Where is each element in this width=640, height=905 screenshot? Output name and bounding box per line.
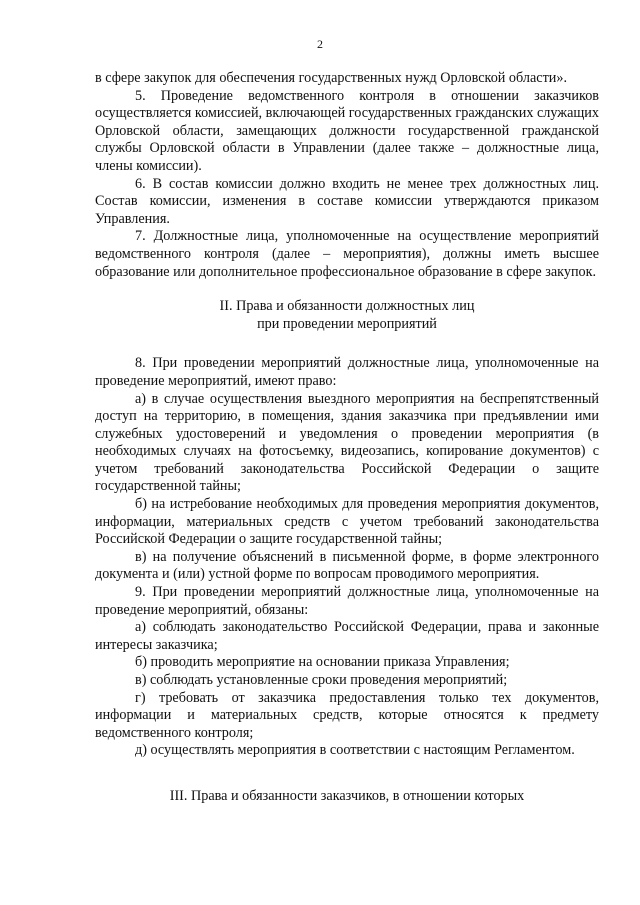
paragraph: 8. При проведении мероприятий должностные лица, уполномоченные на проведение мероприятий, имеют право:	[95, 355, 599, 389]
list-item: в) на получение объяснений в письменной форме, в форме электронного документа и (или) устной форме по вопросам проводимого мероприятия.	[95, 548, 599, 583]
list-item: а) в случае осуществления выездного мероприятия на беспрепятственный доступ на территорию, в помещения, здания заказчика при предъявлении ими служебных удостоверений и уведомления о проведении мероприятия (в необходимых случаях на фотосъемку, видеозапись, копирование документов) с учетом требований законодательства Российской Федерации о защите государственной тайны;	[95, 390, 599, 495]
document-body	[95, 70, 599, 806]
list-item: а) соблюдать законодательство Российской Федерации, права и законные интересы заказчика;	[95, 619, 599, 653]
list-item: г) требовать от заказчика предоставления только тех документов, информации и материальных средств, которые относятся к предмету ведомственного контроля;	[95, 689, 599, 741]
list-item: д) осуществлять мероприятия в соответствии с настоящим Регламентом.	[135, 742, 575, 759]
paragraph: 9. При проведении мероприятий должностные лица, уполномоченные на проведение мероприятий, обязаны:	[95, 584, 599, 618]
section-heading: III. Права и обязанности заказчиков, в отношении которых	[169, 787, 525, 804]
section-heading: II. Права и обязанности должностных лиц	[219, 298, 475, 315]
page-number: 2	[317, 37, 323, 51]
paragraph: в сфере закупок для обеспечения государственных нужд Орловской области».	[95, 70, 568, 86]
list-item: б) на истребование необходимых для проведения мероприятия документов, информации, материальных средств с учетом требований законодательства Российской Федерации о защите государственной тайны;	[95, 496, 599, 548]
list-item: б) проводить мероприятие на основании приказа Управления;	[135, 654, 510, 671]
paragraph: 5. Проведение ведомственного контроля в отношении заказчиков осуществляется комиссией, включающей государственных гражданских служащих Орловской области, замещающих должности государственной гражданской службы Орловской области в Управлении (далее также – должностные лица, члены комиссии).	[95, 87, 599, 174]
list-item: в) соблюдать установленные сроки проведения мероприятий;	[135, 672, 508, 688]
section-heading: при проведении мероприятий	[257, 315, 437, 332]
paragraph: 7. Должностные лица, уполномоченные на осуществление мероприятий ведомственного контроля (далее – мероприятия), должны иметь высшее образование или дополнительное профессиональное образование в сфере закупок.	[95, 228, 599, 280]
paragraph: 6. В состав комиссии должно входить не менее трех должностных лиц. Состав комиссии, изменения в составе комиссии утверждаются приказом Управления.	[95, 175, 599, 227]
